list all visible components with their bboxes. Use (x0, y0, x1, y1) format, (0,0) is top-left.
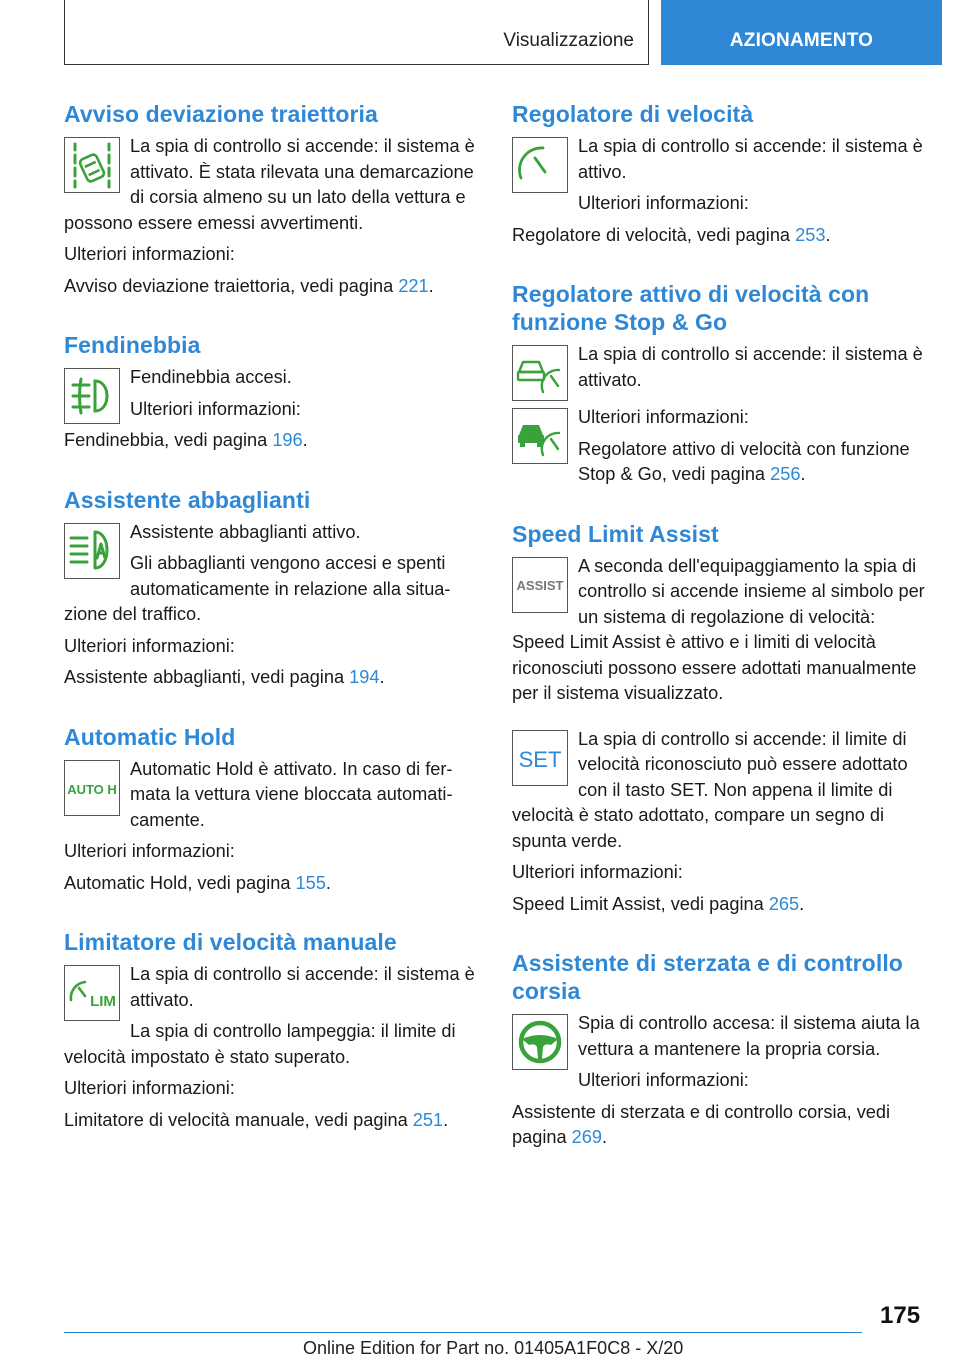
entry (512, 342, 928, 494)
paragraph: Ulteriori informazioni: (578, 1070, 749, 1090)
reference-end: . (302, 430, 308, 450)
entry (512, 727, 928, 924)
lim-label: LIM (90, 993, 116, 1010)
paragraph: Ulteriori informazioni: (578, 407, 749, 427)
footer-divider (64, 1332, 862, 1333)
reference (64, 274, 480, 300)
entry (64, 134, 480, 305)
section-title: Limitatore di velocità manuale (64, 929, 397, 955)
lane-departure-icon (64, 137, 120, 193)
reference (512, 223, 928, 249)
section-title: Speed Limit Assist (512, 520, 719, 547)
acc-filled-icon (512, 408, 568, 464)
page-link[interactable]: 269 (571, 1127, 603, 1147)
reference-text: Regolatore di velocità, vedi pagina (512, 224, 796, 245)
paragraph: Ulteriori informazioni: (64, 635, 235, 656)
paragraph: Ulteriori informazioni: (64, 244, 235, 264)
paragraph: Spia di controllo accesa: il sistema aiuta la vettura a mantenere la propria corsia. (578, 1013, 920, 1059)
section-high-beam-assist (64, 486, 480, 697)
page-link[interactable]: 251 (412, 1109, 444, 1130)
page-link[interactable]: 253 (795, 224, 826, 245)
section-title: Regolatore di velocità (512, 101, 754, 127)
paragraph: La spia di controllo si accende: il limite di velocità riconosciuto può essere adottato con il tasto SET. Non appena il limite di velocità è stato adottato, compare un segno di spunta verde. (512, 728, 908, 851)
paragraph: Gli abbaglianti vengono accesi e spenti automaticamente in relazione alla situazione del traffico. (64, 553, 451, 624)
fog-light-icon (64, 368, 120, 424)
assist-label: ASSIST (516, 577, 564, 593)
reference (64, 665, 480, 691)
reference (64, 1108, 480, 1134)
paragraph: La spia di controllo lampeggia: il limite di velocità impostato è stato superato. (64, 1021, 456, 1067)
set-icon (512, 730, 568, 786)
reference-text: Automatic Hold, vedi pagina (64, 872, 296, 893)
reference-end: . (825, 224, 831, 245)
paragraph: Ulteriori informazioni: (512, 862, 683, 882)
reference-text: Speed Limit Assist, vedi pagina (512, 893, 769, 914)
paragraph: La spia di controllo si accende: il sistema è attivo. (578, 136, 923, 182)
reference (512, 892, 928, 918)
section-speed-limit-assist (512, 520, 928, 924)
steering-assist-icon (512, 1014, 568, 1070)
high-beam-assist-icon (64, 523, 120, 579)
reference-end: . (800, 464, 806, 484)
header-chapter-tab (661, 0, 942, 65)
section-title: Assistente abbaglianti (64, 486, 311, 513)
section-title: Avviso deviazione traiettoria (64, 101, 378, 127)
reference (512, 437, 928, 488)
paragraph: Ulteriori informazioni: (578, 193, 749, 213)
reference-end: . (799, 893, 805, 914)
paragraph: Ulteriori informazioni: (130, 398, 301, 419)
header-chapter-label: AZIONAMENTO (729, 30, 874, 51)
page-link[interactable]: 194 (349, 667, 380, 687)
section-title: Regolatore attivo di velocità con funzione Stop & Go (512, 281, 870, 335)
page-link[interactable]: 265 (768, 893, 800, 914)
speed-limiter-icon (64, 965, 120, 1021)
paragraph: A seconda dell'equipaggiamento la spia di controllo si accende insieme al simbolo per un sistema di regolazione di velocità: Speed Limit Assist è attivo e i limiti di velocità riconosciuti possono essere adottati manualmente per il sistema visualizzato. (512, 555, 925, 703)
paragraph: Ulteriori informazioni: (64, 841, 235, 861)
page-link[interactable]: 256 (770, 464, 801, 484)
page-link[interactable]: 155 (295, 872, 326, 893)
entry (64, 365, 480, 460)
set-label: SET (518, 746, 562, 772)
section-fog-lights (64, 331, 480, 460)
auto-hold-label: AUTO H (67, 781, 117, 797)
section-title: Automatic Hold (64, 723, 236, 750)
section-active-cruise-control (512, 280, 928, 494)
cruise-control-icon (512, 137, 568, 193)
footer-edition: Online Edition for Part no. 01405A1F0C8 - X/20 (303, 1338, 684, 1358)
paragraph: Fendinebbia accesi. (130, 367, 292, 387)
reference-end: . (443, 1109, 449, 1130)
reference-end: . (379, 667, 385, 687)
reference-text: Regolatore attivo di velocità con funzione Stop & Go, vedi pagina (578, 438, 910, 484)
paragraph: Ulteriori informazioni: (64, 1078, 235, 1098)
reference-text: Fendinebbia, vedi pagina (64, 430, 273, 450)
paragraph: La spia di controllo si accende: il sistema è attivato. (578, 344, 923, 390)
reference-text: Assistente abbaglianti, vedi pagina (64, 667, 350, 687)
header-section-tab (64, 0, 649, 65)
page-number: 175 (880, 1302, 921, 1329)
entry (512, 1011, 928, 1157)
reference-text: Assistente di sterzata e di controllo corsia, vedi pagina (512, 1101, 891, 1147)
header-section-label: Visualizzazione (503, 30, 634, 51)
section-title: Fendinebbia (64, 332, 201, 358)
section-lane-departure (64, 100, 480, 305)
section-steering-assist (512, 949, 928, 1157)
section-automatic-hold (64, 723, 480, 903)
reference-end: . (428, 275, 434, 296)
left-column (64, 100, 480, 1165)
section-cruise-control (512, 100, 928, 254)
entry (64, 757, 480, 903)
entry (512, 134, 928, 254)
entry (512, 554, 928, 713)
paragraph: La spia di controllo si accende: il sistema è attivato. È stata rilevata una demarcazione di corsia almeno su un lato della vettura e possono essere emessi avvertimenti. (64, 136, 475, 233)
assist-icon (512, 557, 568, 613)
reference (512, 1100, 928, 1151)
section-title: Assistente di sterzata e di controllo corsia (512, 950, 903, 1004)
reference-text: Avviso deviazione traiettoria, vedi pagina (64, 275, 399, 296)
paragraph: Automatic Hold è attivato. In caso di fermata la vettura viene bloccata automaticamente. (130, 758, 453, 830)
auto-hold-icon (64, 760, 120, 816)
paragraph: La spia di controllo si accende: il sistema è attivato. (130, 964, 475, 1010)
entry (64, 962, 480, 1139)
reference-text: Limitatore di velocità manuale, vedi pagina (64, 1109, 413, 1130)
reference-end: . (602, 1127, 608, 1147)
paragraph: Assistente abbaglianti attivo. (130, 521, 361, 542)
page-link[interactable]: 221 (398, 275, 429, 296)
reference (64, 871, 480, 897)
acc-outline-icon (512, 345, 568, 401)
reference-end: . (325, 872, 331, 893)
page-link[interactable]: 196 (272, 430, 303, 450)
reference (64, 428, 480, 454)
section-manual-speed-limiter (64, 928, 480, 1139)
right-column (512, 100, 928, 1183)
entry (64, 520, 480, 697)
